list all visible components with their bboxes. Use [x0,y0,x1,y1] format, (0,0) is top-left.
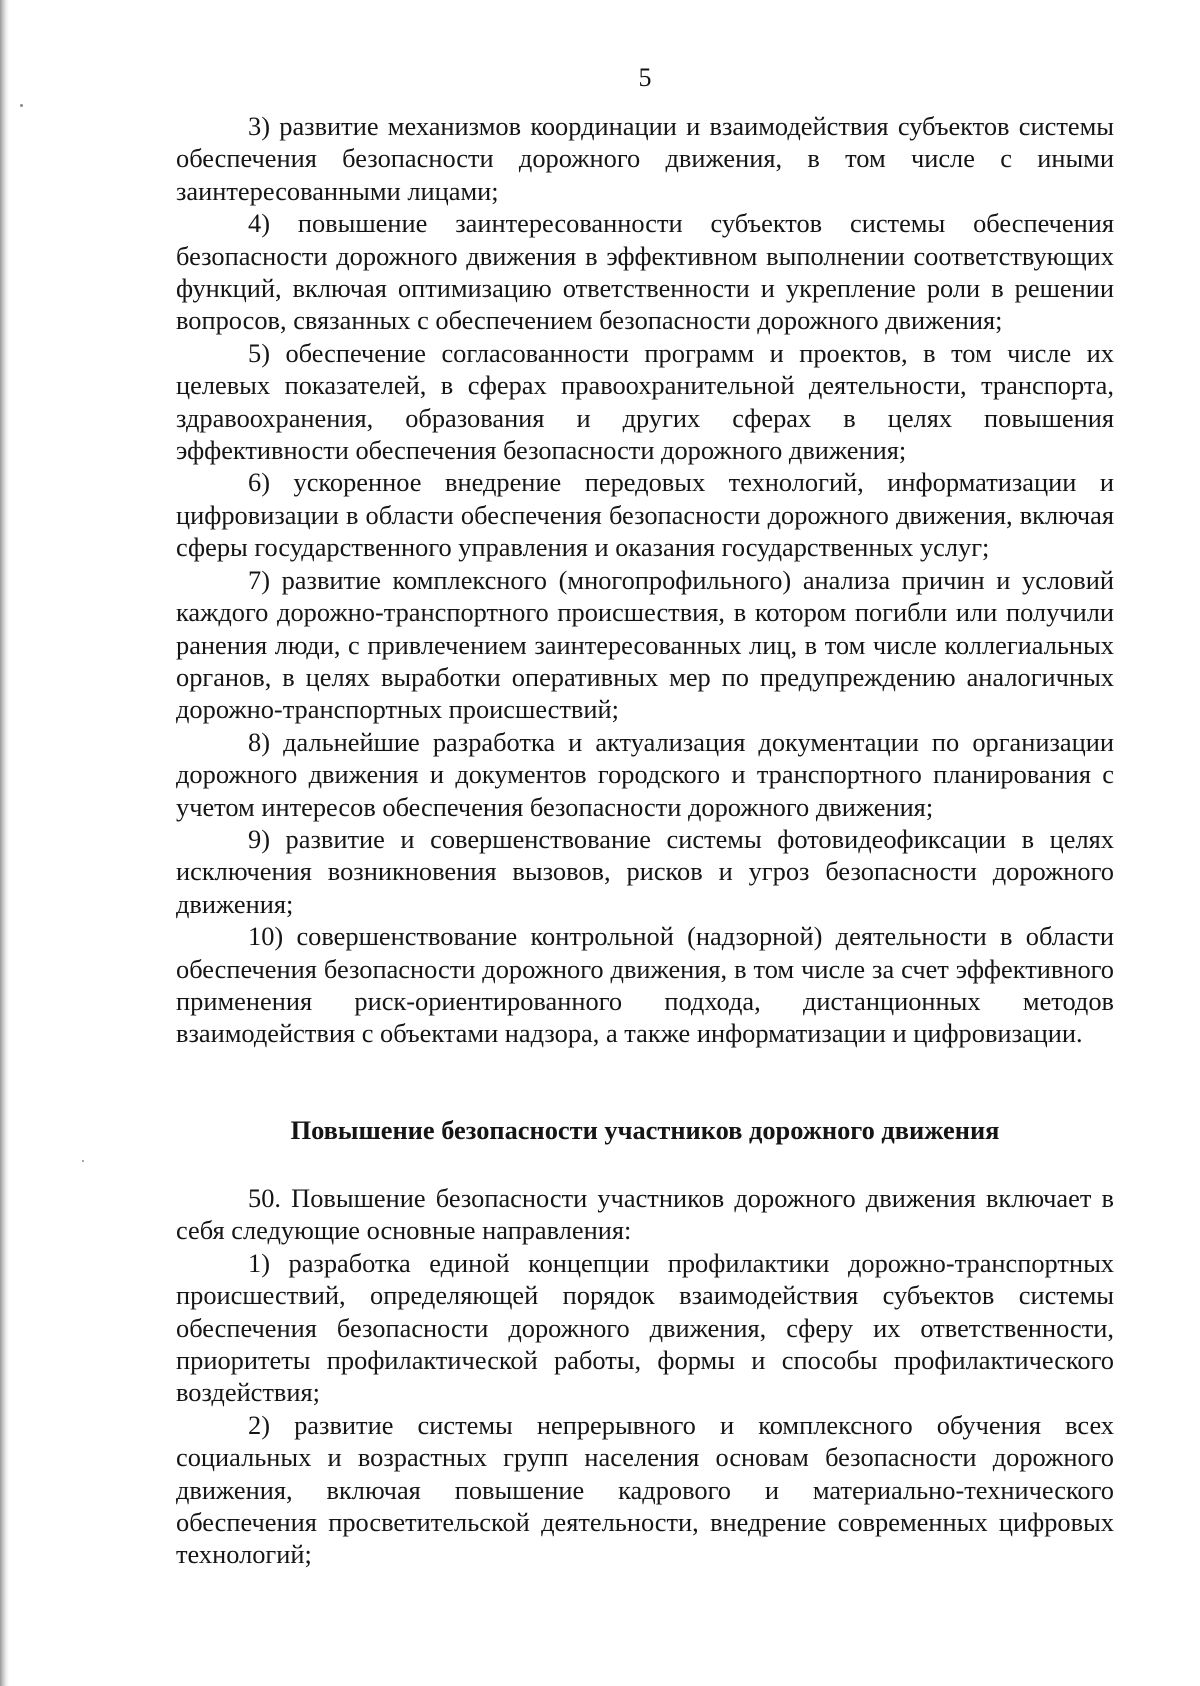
section-body [176,1182,1114,1571]
scan-speck [82,1160,84,1162]
page-number: 5 [638,63,652,92]
list-item-1: 1) разработка единой концепции профилактики дорожно-транспортных происшествий, определяющей порядок взаимодействия субъектов системы обеспечения безопасности дорожного движения, сферу их ответственности, приоритеты профилактической работы, формы и способы профилактического воздействия; [176,1247,1114,1408]
list-item-6: 6) ускоренное внедрение передовых технологий, информатизации и цифровизации в области обеспечения безопасности дорожного движения, включая сферы государственного управления и оказания государственных услуг; [176,467,1114,563]
section-heading: Повышение безопасности участников дорожного движения [290,1115,1000,1145]
list-item-7: 7) развитие комплексного (многопрофильного) анализа причин и условий каждого дорожно-транспортного происшествия, в котором погибли или получили ранения люди, с привлечением заинтересованных лиц, в том числе коллегиальных органов, в целях выработки оперативных мер по предупреждению аналогичных дорожно-транспортных происшествий; [176,564,1114,725]
list-continuation [176,110,1114,1050]
list-item-2: 2) развитие системы непрерывного и комплексного обучения всех социальных и возрастных групп населения основам безопасности дорожного движения, включая повышение кадрового и материально-технического обеспечения просветительской деятельности, внедрение современных цифровых технологий; [176,1409,1114,1570]
list-item-9: 9) развитие и совершенствование системы фотовидеофиксации в целях исключения возникновения вызовов, рисков и угроз безопасности дорожного движения; [176,823,1114,919]
scan-speck [20,104,23,107]
list-item-8: 8) дальнейшие разработка и актуализация документации по организации дорожного движения и документов городского и транспортного планирования с учетом интересов обеспечения безопасности дорожного движения; [176,726,1114,822]
list-item-4: 4) повышение заинтересованности субъектов системы обеспечения безопасности дорожного движения в эффективном выполнении соответствующих функций, включая оптимизацию ответственности и укрепление роли в решении вопросов, связанных с обеспечением безопасности дорожного движения; [176,208,1114,336]
list-item-3: 3) развитие механизмов координации и взаимодействия субъектов системы обеспечения безопасности дорожного движения, в том числе с иными заинтересованными лицами; [176,111,1114,206]
list-item-5: 5) обеспечение согласованности программ и проектов, в том числе их целевых показателей, в сферах правоохранительной деятельности, транспорта, здравоохранения, образования и других сферах в целях повышения эффективности обеспечения безопасности дорожного движения; [176,337,1114,466]
paragraph-50: 50. Повышение безопасности участников дорожного движения включает в себя следующие основные направления: [176,1183,1114,1246]
list-item-10: 10) совершенствование контрольной (надзорной) деятельности в области обеспечения безопасности дорожного движения, в том числе за счет эффективного применения риск-ориентированного подхода, дистанционных методов взаимодействия с объектами надзора, а также информатизации и цифровизации. [176,921,1114,1049]
